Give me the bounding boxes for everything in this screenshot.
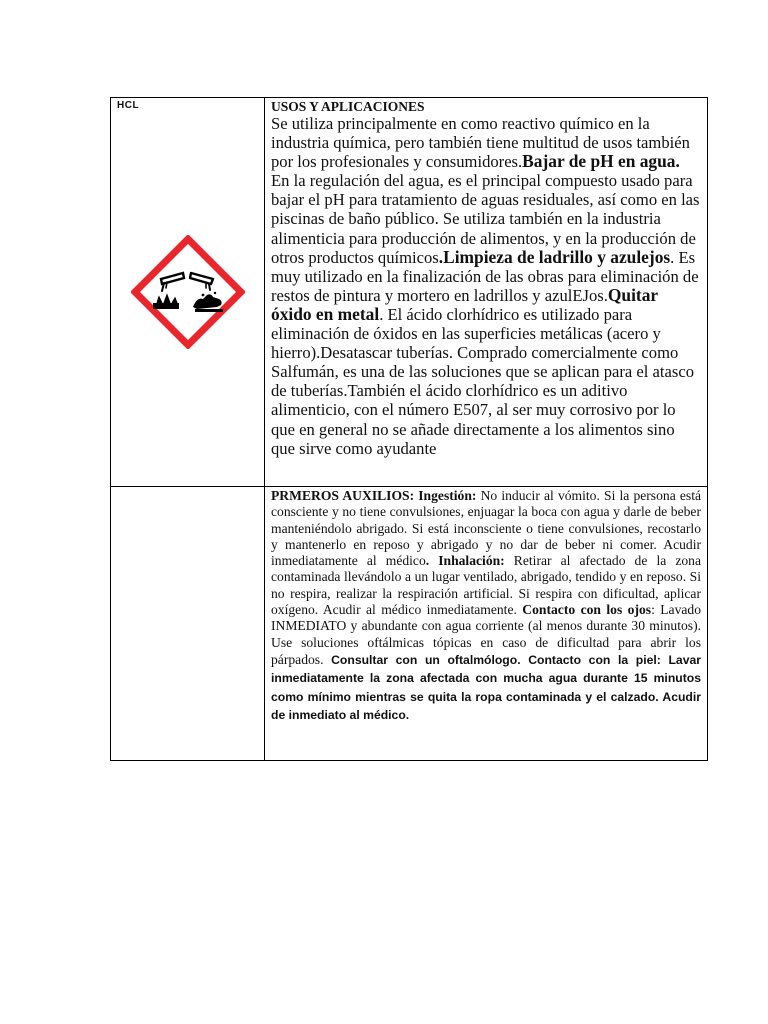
auxilios-heading: Contacto con los ojos [522, 602, 652, 618]
empty-cell [111, 487, 265, 760]
corrosive-pictogram-icon [131, 235, 245, 349]
usos-highlight: .Limpieza de ladrillo y azulejos [438, 246, 671, 267]
chemical-label: HCL [117, 100, 140, 111]
usos-text: . El ácido clorhídrico es utilizado para eliminación de óxidos en las superficies metálicas (acero y hierro).Desatascar tuberías. Comprado comercialmente como Salfumán, es una de las soluciones que se aplican para el atasco de tuberías.También el ácido clorhídrico es un aditivo alimenticio, con el número E507, al ser muy corrosivo por lo que en general no se añade directamente a los alimentos sino que sirve como ayudante [271, 304, 694, 458]
usos-text: Se utiliza principalmente en como reactivo químico en la industria química, pero también tiene multitud de usos también por los profesionales y consumidores. [271, 114, 690, 172]
chemical-cell [111, 98, 265, 486]
auxilios-heading: PRMEROS AUXILIOS: Ingestión: [271, 488, 477, 503]
auxilios-heading: Consultar con un oftalmólogo. Contacto con la piel: Lavar inmediatamente la zona afectada con mucha agua durante 15 minutos como mínimo mientras se quita la ropa contaminada y el calzado. Acudir de inmediato al médico. [271, 652, 701, 722]
auxilios-heading: . Inhalación: [425, 553, 505, 569]
safety-table [110, 97, 708, 761]
usos-highlight: Bajar de pH en agua. [522, 151, 680, 172]
usos-cell [265, 98, 707, 486]
auxilios-text: Retirar al afectado de la zona contaminada llevándolo a un lugar ventilado, abrigado, tendido y en reposo. Si no respira, realizar la respiración artificial. Si respira con dificultad, aplicar oxígeno. Acudir al médico inmediatamente. [271, 553, 701, 618]
auxilios-cell [265, 487, 707, 760]
usos-title: USOS Y APLICACIONES [271, 99, 425, 114]
auxilios-paragraph [271, 488, 701, 724]
auxilios-text: : Lavado INMEDIATO y abundante con agua corriente (al menos durante 30 minutos). Use soluciones oftálmicas tópicas en caso de dificultad para abrir los párpados. [271, 602, 702, 667]
auxilios-text: No inducir al vómito. Si la persona está consciente y no tiene convulsiones, enjuagar la boca con agua y darle de beber manteniéndolo abrigado. Si está inconsciente o tiene convulsiones, recostarlo y mantenerlo en reposo y abrigado y no dar de beber ni comer. Acudir inmediatamente al médico [271, 488, 702, 569]
usos-highlight: Quitar óxido en metal [271, 284, 658, 324]
usos-text: En la regulación del agua, es el principal compuesto usado para bajar el pH para tratamiento de aguas residuales, así como en las piscinas de baño público. Se utiliza también en la industria alimenticia para producción de alimentos, y en la producción de otros productos químicos [271, 171, 700, 267]
table-row [111, 487, 707, 760]
usos-paragraph [271, 114, 701, 458]
table-row [111, 98, 707, 487]
usos-text: . Es muy utilizado en la finalización de las obras para eliminación de restos de pintura y mortero en ladrillos y azulEJos. [271, 247, 699, 305]
